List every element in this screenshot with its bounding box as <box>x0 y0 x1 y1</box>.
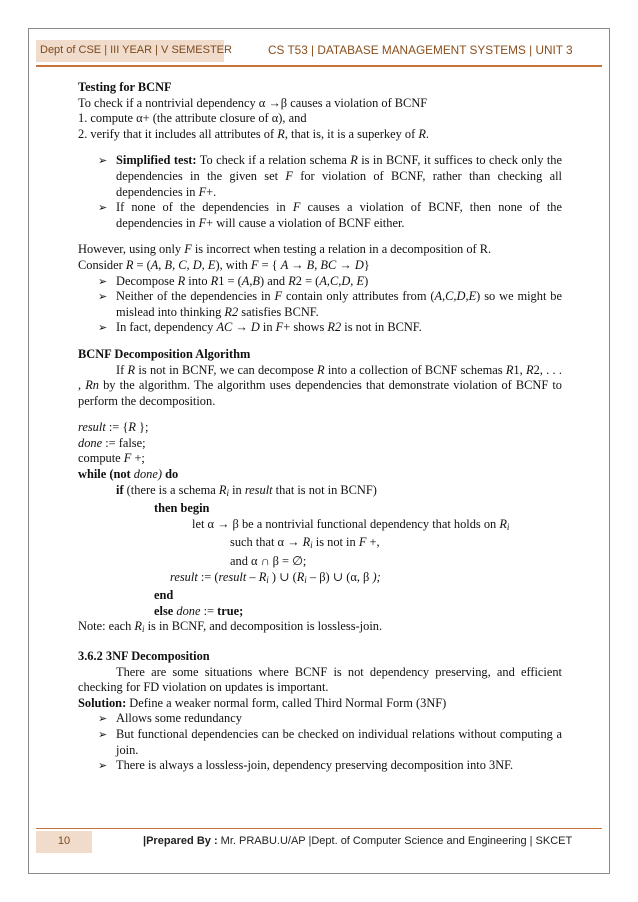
3nf-solution: Solution: Define a weaker normal form, called Third Normal Form (3NF) <box>78 695 447 710</box>
footer-credit: |Prepared By : Mr. PRABU.U/AP |Dept. of Computer Science and Engineering | SKCET <box>143 835 573 847</box>
code-line: let α → β be a nontrivial functional dependency that holds on $R_i$ <box>192 516 510 532</box>
testing-step-2: 2. verify that it includes all attributes of R, that is, it is a superkey of R. <box>78 126 430 141</box>
arrow-bullet-icon: ➢ <box>98 321 108 335</box>
code-line: else done := true; <box>154 603 244 618</box>
page-number: 10 <box>36 831 92 853</box>
code-line: compute F +; <box>78 451 145 466</box>
code-line: end <box>154 588 174 603</box>
list-item: ➢ Neither of the dependencies in F contain only attributes from (A,C,D,E) so we might be mislead into thinking R2 satisfies BCNF. <box>98 289 562 319</box>
list-item: ➢ There is always a lossless-join, dependency preserving decomposition into 3NF. <box>98 758 514 773</box>
code-line: if (there is a schema $R_i$ in result that is not in BCNF) <box>116 482 377 498</box>
header-dept-label: Dept of CSE | III YEAR | V SEMESTER <box>36 40 224 62</box>
list-item: ➢ In fact, dependency AC → D in F+ shows R2 is not in BCNF. <box>98 320 422 335</box>
code-line: done := false; <box>78 435 146 450</box>
header-divider <box>36 65 602 67</box>
arrow-bullet-icon: ➢ <box>98 727 108 741</box>
testing-intro: To check if a nontrivial dependency α →β causes a violation of BCNF <box>78 95 428 110</box>
arrow-bullet-icon: ➢ <box>98 154 108 168</box>
page-footer <box>36 831 602 853</box>
page-header <box>36 40 602 64</box>
arrow-bullet-icon: ➢ <box>98 201 108 215</box>
arrow-bullet-icon: ➢ <box>98 712 108 726</box>
algo-note: Note: each $R_i$ is in BCNF, and decomposition is lossless-join. <box>78 619 383 635</box>
list-item: ➢ Allows some redundancy <box>98 711 242 726</box>
3nf-paragraph: There are some situations where BCNF is not dependency preserving, and efficient checking for FD violation on updates is important. <box>78 664 562 695</box>
however-line-2: Consider R = (A, B, C, D, E), with F = { A → B, BC → D} <box>78 257 370 272</box>
code-line: while (not done) do <box>78 467 179 482</box>
code-line: such that $\alpha \to R_i$ is not in F +, <box>230 535 380 551</box>
list-item: ➢ But functional dependencies can be checked on individual relations without computing a join. <box>98 726 562 757</box>
header-course-title: CS T53 | DATABASE MANAGEMENT SYSTEMS | UNIT 3 <box>268 43 573 57</box>
list-item: ➢ Decompose R into R1 = (A,B) and R2 = (A,C,D, E) <box>98 273 369 288</box>
arrow-bullet-icon: ➢ <box>98 290 108 304</box>
section-heading-testing-bcnf: Testing for BCNF <box>78 80 172 94</box>
footer-divider <box>36 828 602 829</box>
section-heading-3nf: 3.6.2 3NF Decomposition <box>78 649 210 663</box>
code-line: and α ∩ β = ∅; <box>230 554 307 569</box>
section-heading-bcnf-algorithm: BCNF Decomposition Algorithm <box>78 346 251 361</box>
list-item: ➢ If none of the dependencies in F causes a violation of BCNF, then none of the dependencies in F+ will cause a violation of BCNF either. <box>98 200 562 230</box>
document-body <box>78 80 562 774</box>
code-line: then begin <box>154 501 210 516</box>
code-line: result := (result – $R_i$ ) ∪ $(R_i - \beta)$ ∪ (α, β ); <box>170 569 381 585</box>
algo-paragraph: If R is not in BCNF, we can decompose R into a collection of BCNF schemas R1, R2, . . . , Rn by the algorithm. The algorithm uses dependencies that demonstrate violation of BCNF to perform the decomposition. <box>78 362 563 408</box>
testing-step-1: 1. compute α+ (the attribute closure of α), and <box>78 111 307 126</box>
however-line-1: However, using only F is incorrect when testing a relation in a decomposition of R. <box>78 242 492 257</box>
arrow-bullet-icon: ➢ <box>98 274 108 288</box>
arrow-bullet-icon: ➢ <box>98 759 108 773</box>
list-item: ➢ Simplified test: To check if a relation schema R is in BCNF, it suffices to check only the dependencies in the given set F for violation of BCNF, rather than checking all dependencies in F+. <box>98 153 562 199</box>
code-line: result := {R }; <box>78 420 149 435</box>
